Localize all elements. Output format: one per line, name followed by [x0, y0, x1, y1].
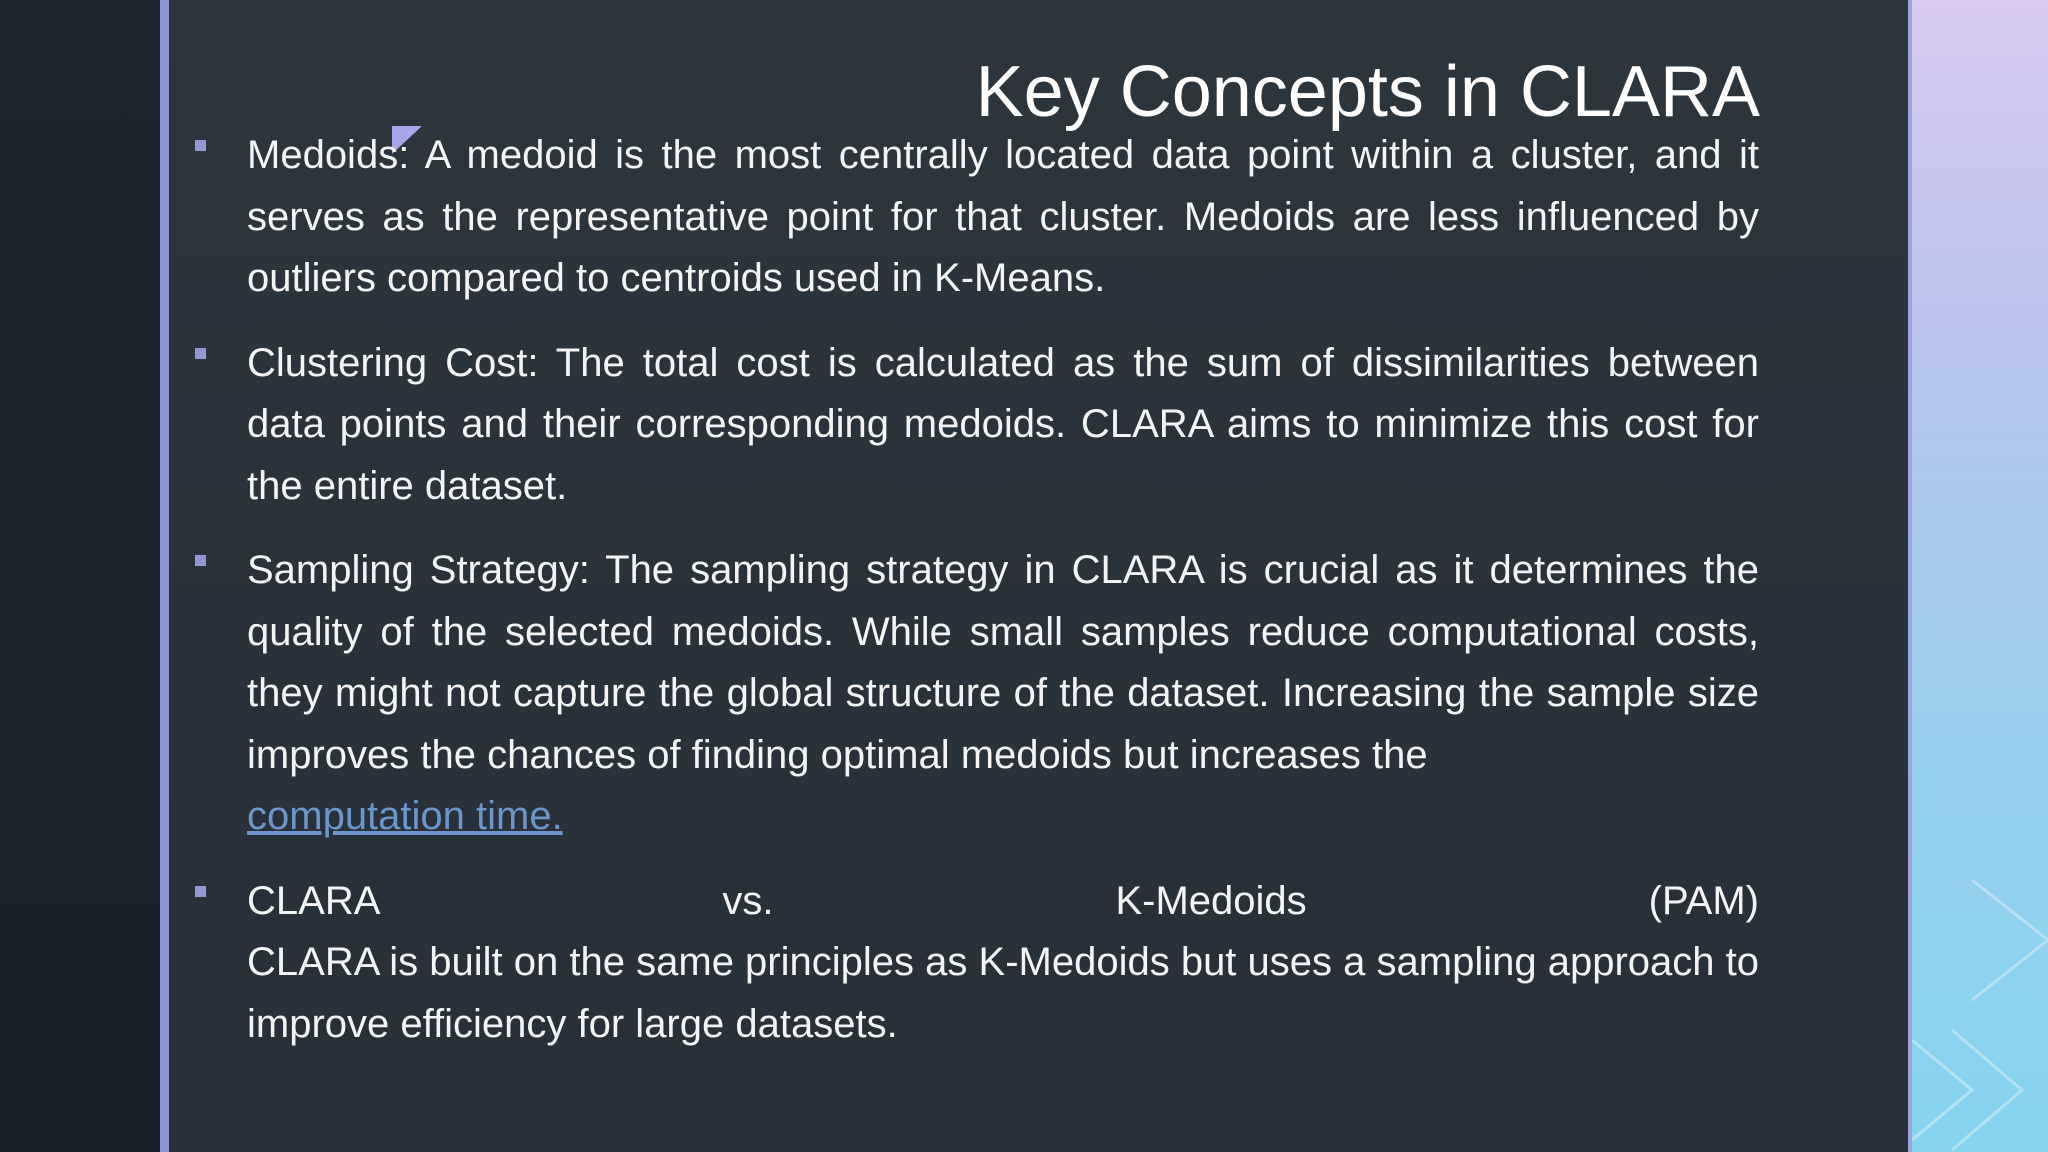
square-bullet-icon [195, 140, 206, 151]
left-margin-panel [0, 0, 160, 1152]
bullet-clara-vs-pam [247, 871, 1759, 1056]
heading-word: K-Medoids [1115, 878, 1307, 923]
bullet-text: Medoids: A medoid is the most centrally located data point within a cluster, and it serves as the representative point for that cluster. Medoids are less influenced by outliers compared to centroids used in K-Means. [247, 133, 1759, 300]
bullet-list [247, 125, 1759, 1078]
bullet-text: Clustering Cost: The total cost is calculated as the sum of dissimilarities between data points and their corresponding medoids. CLARA aims to minimize this cost for the entire dataset. [247, 340, 1759, 508]
bullet-text: CLARA is built on the same principles as K-Medoids but uses a sampling approach to improve efficiency for large datasets. [247, 940, 1759, 1046]
heading-word: vs. [722, 878, 774, 923]
bullet-text: Sampling Strategy: The sampling strategy in CLARA is crucial as it determines the quality of the selected medoids. While small samples reduce computational costs, they might not capture the global structure of the dataset. Increasing the sample size improves the chances of finding optimal medoids but increases the [247, 548, 1759, 777]
bullet-clustering-cost [247, 333, 1759, 518]
bullet-sampling-strategy [247, 540, 1759, 848]
square-bullet-icon [195, 348, 206, 359]
square-bullet-icon [195, 555, 206, 566]
accent-stripe [160, 0, 169, 1152]
square-bullet-icon [195, 886, 206, 897]
bullet-medoids [247, 125, 1759, 310]
slide-title: Key Concepts in CLARA [975, 52, 1760, 132]
computation-time-link[interactable]: computation time. [247, 794, 563, 838]
chevron-decoration-icon [1912, 880, 2048, 1152]
comparison-heading [247, 871, 1759, 933]
heading-word: (PAM) [1648, 878, 1759, 923]
heading-word: CLARA [247, 878, 381, 923]
